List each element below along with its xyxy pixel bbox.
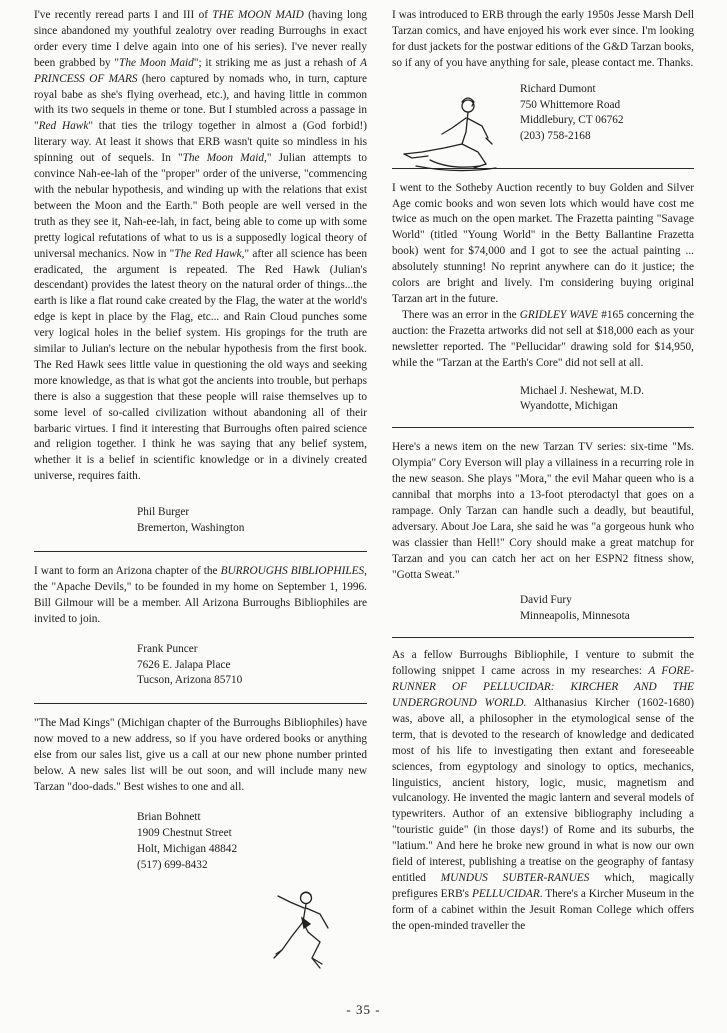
letter-neshewat-body-2: There was an error in the GRIDLEY WAVE #165 concerning the auction: the Frazetta artworks did not sell at $18,000 each as your newsletter reported. The "Pellucidar" drawing sold for $14,950, while the "Tarzan at the Earth's Core" did not sell at all.: [392, 308, 694, 369]
signature-burger: Phil Burger Bremerton, Washington: [137, 506, 245, 535]
page-number: - 35 -: [346, 1002, 381, 1017]
signature-fury: David Fury Minneapolis, Minnesota: [520, 594, 630, 623]
signature-bohnett: Brian Bohnett 1909 Chestnut Street Holt, Michigan 48842 (517) 699-8432: [137, 810, 238, 871]
signature-neshewat: Michael J. Neshewat, M.D. Wyandotte, Michigan: [520, 384, 644, 413]
signature-puncer: Frank Puncer 7626 E. Jalapa Place Tucson, Arizona 85710: [137, 642, 243, 687]
tarzan-crouching-illustration: [268, 888, 342, 976]
letter-fury-body: Here's a news item on the new Tarzan TV series: six-time "Ms. Olympia" Cory Everson will play a villainess in a recurring role in the new season. She plays "Mora," the evil Mahar queen who is a cannibal that morphs into a 13-foot pterodactyl that goes on a rampage. Only Tarzan can handle such a deadly, but beautiful, adversary. About Joe Lara, she said he was "a gorgeous hunk who was classier than Hell!" Cory should make a great matchup for Tarzan and you can catch her act on her ESPN2 fitness show, "Gotta Sweat.": [392, 441, 694, 581]
left-column: [34, 8, 367, 874]
letter-kircher-body: As a fellow Burroughs Bibliophile, I venture to submit the following snippet I came across in my researches: A FORE-RUNNER OF PELLUCIDAR: KIRCHER AND THE UNDERGROUND WORLD. Althanasius Kircher (1602-1680) was, above all, a philosopher in the etymological sense of the term, that is devoted to the research of knowledge and dedicated most of his life to investigating then extant and foreseeable sciences, from egyptology and sinology to optics, mechanics, linguistics, ancient history, logic, music, magnetism and vulcanology. He invented the magic lantern and several models of typewriters. Author of an extensive bibliography including a "touristic guide" (in those days!) of Rome and its suburbs, the "latium." And here he broke new ground in what is now our own field of interest, publishing a treatise on the geography of fantasy entitled MUNDUS SUBTER-RANUES which, magically prefigures ERB's PELLUCIDAR. There's a Kircher Museum in the form of a cabinet within the Jesuit Roman College which offers the open-minded traveller the: [392, 649, 694, 932]
letter-puncer-body: I want to form an Arizona chapter of the BURROUGHS BIBLIOPHILES, the "Apache Devils," to be founded in my home on September 1, 1996. Bill Gilmour will be a member. All Arizona Burroughs Bibliophiles are invited to join.: [34, 565, 367, 625]
seated-figure-illustration: [396, 92, 508, 174]
letter-burger-body: I've recently reread parts I and III of THE MOON MAID (having long since abandoned my youthful zealotry over reading Burroughs in exact order every time I delve again into one of his series). I've never really been grabbed by "The Moon Maid"; it striking me as just a rehash of A PRINCESS OF MARS (hero captured by nomads who, in turn, capture royal babe as she's flying overhead, etc.), and having little in common with its two sequels in theme or tone. But I stumbled across a passage in "Red Hawk" that ties the trilogy together in almost a (God forbid!) literary way. At least it shows that ERB wasn't quite so mindless in his spinning out of sequels. In "The Moon Maid," Julian attempts to convince Nah-ee-lah of the "proper" order of the universe, "commencing with the nebular hypothesis, and winding up with the relations that exist between the Moon and the Earth." Both people are well versed in the truth as they see it, Nah-ee-lah, in fact, being able to come up with some pretty logical refutations of what to us is a supposedly logical theory of universal mechanics. Now in "The Red Hawk," after all science has been eradicated, the argument is repeated. The Red Hawk (Julian's descendant) provides the latest theory on the natural order of things...the earth is like a flat round cake created by the Flag, the water at the world's edge is kept in place by the Flag, etc... and Rain Cloud punches some very logical holes in the belief system. His gropings for the truth are similar to Julian's lecture on the nebular hypothesis from the first book. The Red Hawk sees little value in questioning the old ways and seeking more knowledge, as that is what got the ancients into trouble, but perhaps there is also a suggestion that these people will raise themselves up to some level of so-called civilization without abandoning all of their barbaric virtues. I find it interesting that Burroughs often paired science and religion together. I think he was saying that any belief system, whether it is a belief in scientific knowledge or in a divinely created universe, requires faith.: [34, 9, 368, 483]
letter-bohnett-body: "The Mad Kings" (Michigan chapter of the Burroughs Bibliophiles) have now moved to a new address, so if you have ordered books or anything else from our sales list, give us a call at our new phone number printed below. A new sales list will be out soon, and will include many new Tarzan "doo-dads." Best wishes to one and all.: [34, 717, 367, 793]
letter-dumont-body: I was introduced to ERB through the early 1950s Jesse Marsh Dell Tarzan comics, and have enjoyed his work ever since. I'm looking for dust jackets for the postwar editions of the G&D Tarzan books, so if any of you have anything for sale, please contact me. Thanks.: [392, 9, 694, 69]
signature-dumont: Richard Dumont 750 Whittemore Road Middlebury, CT 06762 (203) 758-2168: [520, 82, 624, 143]
letter-neshewat-body: I went to the Sotheby Auction recently to buy Golden and Silver Age comic books and won seven lots which would have cost me twice as much on the open market. The Frazetta painting "Savage World" (titled "Young World" in the Betty Ballantine Frazetta book) went for $74,000 and I got to see the actual painting ... absolutely stunning! No reprint anywhere can do it justice; the colors are bright and lively. I'm considering buying original Tarzan art in the future.: [392, 181, 694, 305]
